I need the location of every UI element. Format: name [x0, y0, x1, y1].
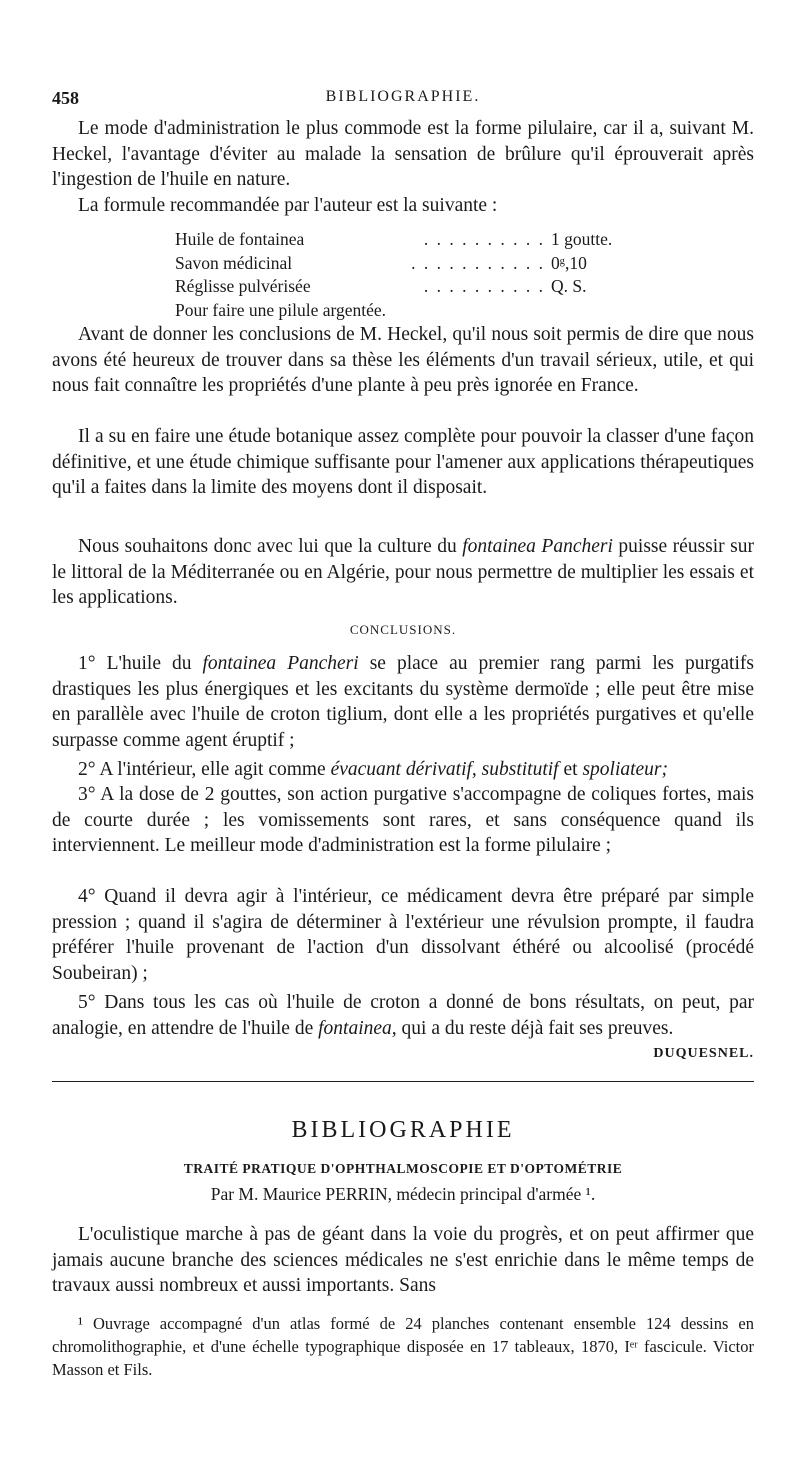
recipe-row — [175, 252, 715, 276]
body-paragraph: Avant de donner les conclusions de M. Heckel, qu'il nous soit permis de dire que nous avons été heureux de trouver dans sa thèse les éléments d'un travail sérieux, utile, et qui nous fait connaître les propriétés d'une plante à peu près ignorée en France. — [52, 324, 754, 397]
recipe-ingredient: Savon médicinal — [175, 252, 293, 273]
section-divider — [52, 1081, 754, 1082]
footnote: ¹ Ouvrage accompagné d'un atlas formé de 24 planches contenant ensemble 124 dessins en chromolithographie, et d'une échelle typographique disposée en 17 tableaux, 1870, Iᵉʳ fascicule. Victor Masson et Fils. — [52, 1314, 754, 1379]
recipe-row — [175, 228, 715, 252]
recipe-note: Pour faire une pilule argentée. — [175, 299, 387, 320]
conclusion-item: 5° Dans tous les cas où l'huile de croton a donné de bons résultats, on peut, par analogie, en attendre de l'huile de fontainea, qui a du reste déjà fait ses preuves. DUQUESNEL. — [52, 990, 754, 1067]
book-title: TRAITÉ PRATIQUE D'OPHTHALMOSCOPIE ET D'OPTOMÉTRIE — [183, 1161, 623, 1176]
page — [52, 0, 754, 1466]
conclusion-item: 1° L'huile du fontainea Pancheri se place au premier rang parmi les purgatifs drastiques les plus énergiques et les excitants du système dermoïde ; elle peut être mise en parallèle avec l'huile de croton tiglium, dont elle a les propriétés purgatives et qu'elle surpasse comme agent éruptif ; — [52, 653, 754, 751]
recipe-quantity: 1 goutte. — [551, 229, 613, 249]
recipe-block — [175, 228, 715, 322]
conclusion-item: 3° A la dose de 2 gouttes, son action purgative s'accompagne de coliques fortes, mais de courte durée ; les vomissements sont rares, et sans conséquence quand ils interviennent. Le meilleur mode d'administration est la forme pilulaire ; — [52, 784, 754, 857]
recipe-ingredient: Huile de fontainea — [175, 229, 305, 249]
review-paragraph: L'oculistique marche à pas de géant dans la voie du progrès, et on peut affirmer que jamais aucune branche des sciences médicales ne s'est enrichie dans le même temps de travaux aussi nombreux et aussi importants. Sans — [52, 1224, 754, 1297]
page-header — [52, 88, 754, 112]
recipe-dots: . . . . . . . . . . — [423, 229, 545, 249]
recipe-ingredient: Réglisse pulvérisée — [175, 276, 311, 296]
species-name: fontainea Pancheri — [462, 536, 613, 557]
intro-paragraph: La formule recommandée par l'auteur est la suivante : — [78, 195, 498, 216]
recipe-quantity: Q. S. — [551, 276, 587, 296]
body-paragraph: Nous souhaitons donc avec lui que la culture du fontainea Pancheri puisse réussir sur le littoral de la Méditerranée ou en Algérie, pour nous permettre de multiplier les essais et les applications. — [52, 536, 755, 609]
running-head: BIBLIOGRAPHIE. — [325, 88, 481, 105]
recipe-dots: . . . . . . . . . . — [423, 276, 545, 296]
author-signature: DUQUESNEL. — [653, 1046, 754, 1062]
recipe-row — [175, 275, 715, 299]
recipe-dots: . . . . . . . . . . . — [411, 252, 545, 273]
intro-paragraph: Le mode d'administration le plus commode est la forme pilulaire, car il a, suivant M. Heckel, l'avantage d'éviter au malade la sensation de brûlure qu'il éprouverait après l'ingestion de l'huile en nature. — [52, 118, 754, 191]
conclusion-item: 2° A l'intérieur, elle agit comme évacuant dérivatif, substitutif et spoliateur; — [78, 759, 669, 780]
species-name: fontainea, — [318, 1017, 397, 1039]
body-paragraph: Il a su en faire une étude botanique assez complète pour pouvoir la classer d'une façon définitive, et une étude chimique suffisante pour l'amener aux applications thérapeutiques qu'il a faites dans la limite des moyens dont il disposait. — [52, 426, 754, 499]
book-author: Par M. Maurice PERRIN, médecin principal d'armée ¹. — [210, 1184, 596, 1204]
section-title: BIBLIOGRAPHIE — [291, 1117, 515, 1143]
recipe-quantity: 0ᵍ,10 — [551, 252, 587, 273]
conclusions-heading: CONCLUSIONS. — [349, 622, 457, 637]
species-name: fontainea Pancheri — [202, 653, 359, 674]
page-number: 458 — [52, 88, 79, 108]
conclusion-item: 4° Quand il devra agir à l'intérieur, ce médicament devra être préparé par simple pression ; quand il s'agira de déterminer à l'extérieur une révulsion prompte, il faudra préférer l'huile provenant de l'action d'un dissolvant éthéré ou alcoolisé (procédé Soubeiran) ; — [52, 886, 754, 984]
